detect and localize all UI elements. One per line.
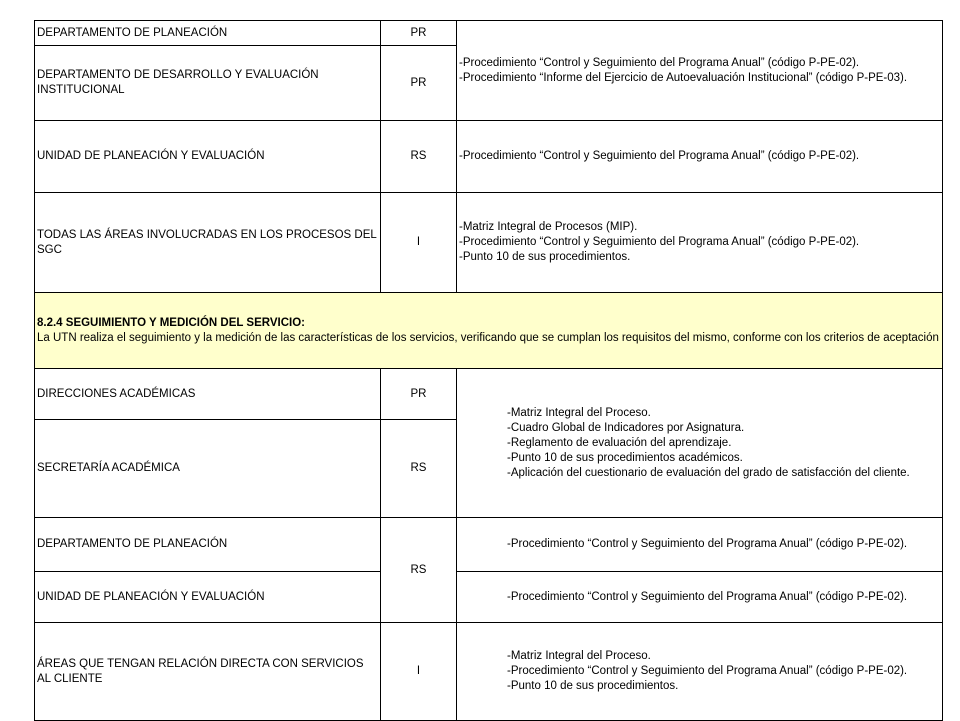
section-title: 8.2.4 SEGUIMIENTO Y MEDICIÓN DEL SERVICIO: bbox=[37, 316, 305, 329]
table-row bbox=[35, 369, 943, 420]
area-name: SECRETARÍA ACADÉMICA bbox=[37, 462, 180, 474]
documents-cell bbox=[457, 572, 943, 623]
document-item: -Aplicación del cuestionario de evaluación del grado de satisfacción del cliente. bbox=[507, 466, 910, 479]
area-name: DIRECCIONES ACADÉMICAS bbox=[37, 387, 196, 400]
responsibility-table bbox=[34, 20, 943, 721]
document-item: -Procedimiento “Control y Seguimiento del Programa Anual” (código P-PE-02). bbox=[507, 538, 908, 550]
documents-cell bbox=[457, 21, 943, 121]
documents-cell bbox=[457, 193, 943, 293]
table-row bbox=[35, 572, 943, 623]
documents-cell bbox=[457, 369, 943, 518]
code-cell bbox=[381, 121, 457, 193]
section-cell bbox=[35, 293, 943, 369]
responsibility-code: I bbox=[416, 665, 421, 677]
code-cell bbox=[381, 21, 457, 46]
responsibility-code: PR bbox=[410, 76, 427, 89]
document-item: -Procedimiento “Control y Seguimiento del Programa Anual” (código P-PE-02). bbox=[459, 150, 860, 162]
area-name: UNIDAD DE PLANEACIÓN Y EVALUACIÓN bbox=[37, 150, 265, 162]
table-row bbox=[35, 623, 943, 721]
area-name: TODAS LAS ÁREAS INVOLUCRADAS EN LOS PROCESOS DEL SGC bbox=[37, 228, 377, 256]
document-item: -Procedimiento “Informe del Ejercicio de Autoevaluación Institucional” (código P-PE-03). bbox=[459, 71, 908, 84]
code-cell bbox=[381, 369, 457, 420]
responsibility-code: PR bbox=[410, 387, 427, 400]
table-row bbox=[35, 193, 943, 293]
area-name: ÁREAS QUE TENGAN RELACIÓN DIRECTA CON SERVICIOS AL CLIENTE bbox=[37, 657, 364, 685]
document-item: -Procedimiento “Control y Seguimiento del Programa Anual” (código P-PE-02). bbox=[459, 236, 860, 248]
area-cell bbox=[35, 572, 381, 623]
code-cell bbox=[381, 420, 457, 518]
document-item: -Punto 10 de sus procedimientos. bbox=[507, 680, 679, 692]
document-item: -Matriz Integral del Proceso. bbox=[507, 406, 651, 419]
document-item: -Reglamento de evaluación del aprendizaje. bbox=[507, 436, 732, 449]
document-item: -Punto 10 de sus procedimientos. bbox=[459, 251, 631, 263]
table-row bbox=[35, 518, 943, 572]
area-cell bbox=[35, 121, 381, 193]
code-cell bbox=[381, 623, 457, 721]
responsibility-code: PR bbox=[410, 26, 427, 39]
document-item: -Punto 10 de sus procedimientos académicos. bbox=[507, 451, 743, 464]
table-row bbox=[35, 21, 943, 46]
area-name: UNIDAD DE PLANEACIÓN Y EVALUACIÓN bbox=[37, 590, 265, 603]
section-description: La UTN realiza el seguimiento y la medición de las características de los servicios, verificando que se cumplan los requisitos del mismo, conforme con los criterios de aceptación bbox=[37, 331, 939, 344]
area-name: DEPARTAMENTO DE PLANEACIÓN bbox=[37, 26, 228, 39]
area-cell bbox=[35, 623, 381, 721]
code-cell bbox=[381, 46, 457, 121]
document-item: -Matriz Integral del Proceso. bbox=[507, 650, 651, 662]
document-item: -Cuadro Global de Indicadores por Asignatura. bbox=[507, 421, 745, 434]
table-row bbox=[35, 121, 943, 193]
area-cell bbox=[35, 21, 381, 46]
document-item: -Matriz Integral de Procesos (MIP). bbox=[459, 221, 638, 233]
area-cell bbox=[35, 193, 381, 293]
responsibility-code: RS bbox=[410, 150, 427, 162]
area-cell bbox=[35, 518, 381, 572]
code-cell bbox=[381, 193, 457, 293]
document-item: -Procedimiento “Control y Seguimiento del Programa Anual” (código P-PE-02). bbox=[459, 56, 860, 69]
area-name: DEPARTAMENTO DE DESARROLLO Y EVALUACIÓN INSTITUCIONAL bbox=[37, 69, 319, 96]
area-cell bbox=[35, 46, 381, 121]
documents-cell bbox=[457, 518, 943, 572]
responsibility-code: RS bbox=[410, 563, 427, 576]
area-name: DEPARTAMENTO DE PLANEACIÓN bbox=[37, 538, 228, 550]
documents-cell bbox=[457, 623, 943, 721]
document-item: -Procedimiento “Control y Seguimiento del Programa Anual” (código P-PE-02). bbox=[507, 590, 908, 603]
code-cell bbox=[381, 518, 457, 623]
responsibility-code: I bbox=[416, 236, 421, 248]
area-cell bbox=[35, 420, 381, 518]
responsibility-code: RS bbox=[410, 462, 427, 474]
section-row bbox=[35, 293, 943, 369]
area-cell bbox=[35, 369, 381, 420]
document-item: -Procedimiento “Control y Seguimiento del Programa Anual” (código P-PE-02). bbox=[507, 665, 908, 677]
documents-cell bbox=[457, 121, 943, 193]
